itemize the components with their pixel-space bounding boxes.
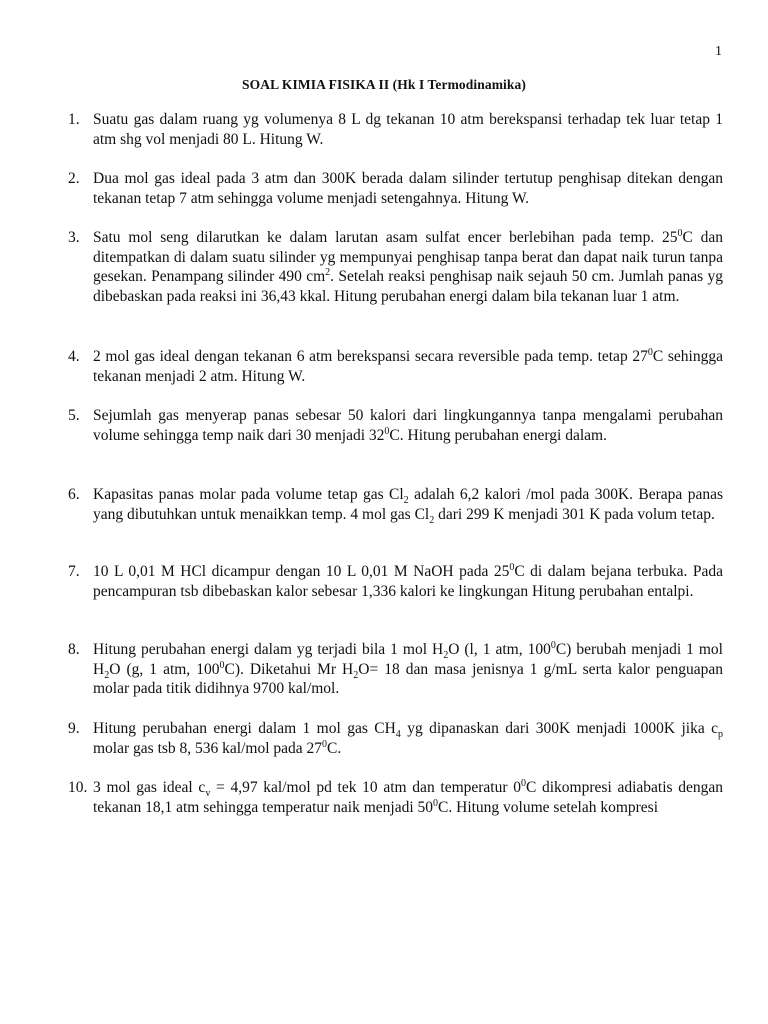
question-item	[68, 640, 723, 699]
question-text: Satu mol seng dilarutkan ke dalam larutan asam sulfat encer berlebihan pada temp. $25^0C$ dan ditempatkan di dalam suatu silinder yg mempunyai penghisap tanpa berat dan dapat naik turun tanpa gesekan. Penampang silinder 490 $cm^2$. Setelah reaksi penghisap naik sejauh 50 cm. Jumlah panas yg dibebaskan pada reaksi ini 36,43 kkal. Hitung perubahan energi dalam bila tekanan luar 1 atm.	[93, 227, 724, 305]
question-number: 8.	[68, 641, 80, 658]
question-item	[68, 778, 723, 817]
question-number: 5.	[68, 407, 80, 424]
question-number: 1.	[68, 111, 80, 128]
question-text: Dua mol gas ideal pada 3 atm dan 300K berada dalam silinder tertutup penghisap ditekan dengan tekanan tetap 7 atm sehingga volume menjadi setengahnya. Hitung W.	[93, 170, 723, 207]
question-item	[68, 228, 723, 306]
question-item	[68, 562, 723, 601]
question-number: 2.	[68, 170, 80, 187]
question-text: 3 mol gas ideal $c_v = 4,97$ kal/mol pd tek 10 atm dan temperatur $0^0C$ dikompresi adiabatis dengan tekanan 18,1 atm sehingga temperatur naik menjadi $50^0C$. Hitung volume setelah kompresi	[93, 777, 723, 816]
question-text: Hitung perubahan energi dalam yg terjadi bila 1 mol $H_2O$ (l, 1 atm, $100^0C$) berubah menjadi 1 mol $H_2O$ (g, 1 atm, $100^0C$). Diketahui Mr $H_2O= 18$ dan masa jenisnya 1 g/mL serta kalor penguapan molar pada titik didihnya 9700 kal/mol.	[93, 639, 723, 697]
question-text: Sejumlah gas menyerap panas sebesar 50 kalori dari lingkungannya tanpa mengalami perubahan volume sehingga temp naik dari 30 menjadi $32^0C$. Hitung perubahan energi dalam.	[93, 407, 723, 444]
question-item	[68, 169, 723, 208]
question-text: Hitung perubahan energi dalam 1 mol gas $CH_4$ yg dipanaskan dari 300K menjadi 1000K jika $c_p$ molar gas tsb 8, 536 kal/mol pada $27^0C$.	[93, 720, 724, 757]
question-number: 9.	[68, 720, 80, 737]
question-text: 2 mol gas ideal dengan tekanan 6 atm berekspansi secara reversible pada temp. tetap $27^0C$ sehingga tekanan menjadi 2 atm. Hitung W.	[93, 346, 723, 385]
question-number: 6.	[68, 486, 80, 503]
question-number: 10.	[68, 779, 88, 796]
question-item	[68, 485, 723, 524]
question-number: 3.	[68, 229, 80, 246]
question-item	[68, 347, 723, 386]
question-number: 7.	[68, 563, 80, 580]
question-item	[68, 406, 723, 445]
page-number: 1	[715, 44, 722, 59]
document-title: SOAL KIMIA FISIKA II (Hk I Termodinamika)	[242, 77, 526, 92]
question-text: 10 L 0,01 M HCl dicampur dengan 10 L 0,01 M NaOH pada $25^0C$ di dalam bejana terbuka. Pada pencampuran tsb dibebaskan kalor sebesar 1,336 kalori ke lingkungan Hitung perubahan entalpi.	[93, 561, 723, 600]
question-item	[68, 110, 723, 149]
question-text: Kapasitas panas molar pada volume tetap gas $Cl_2$ adalah 6,2 kalori /mol pada 300K. Berapa panas yang dibutuhkan untuk menaikkan temp. 4 mol gas $Cl_2$ dari 299 K menjadi 301 K pada volum tetap.	[93, 486, 723, 526]
question-text: Suatu gas dalam ruang yg volumenya 8 L dg tekanan 10 atm berekspansi terhadap tek luar tetap 1 atm shg vol menjadi 80 L. Hitung W.	[93, 111, 723, 148]
question-item	[68, 719, 723, 758]
question-number: 4.	[68, 348, 80, 365]
